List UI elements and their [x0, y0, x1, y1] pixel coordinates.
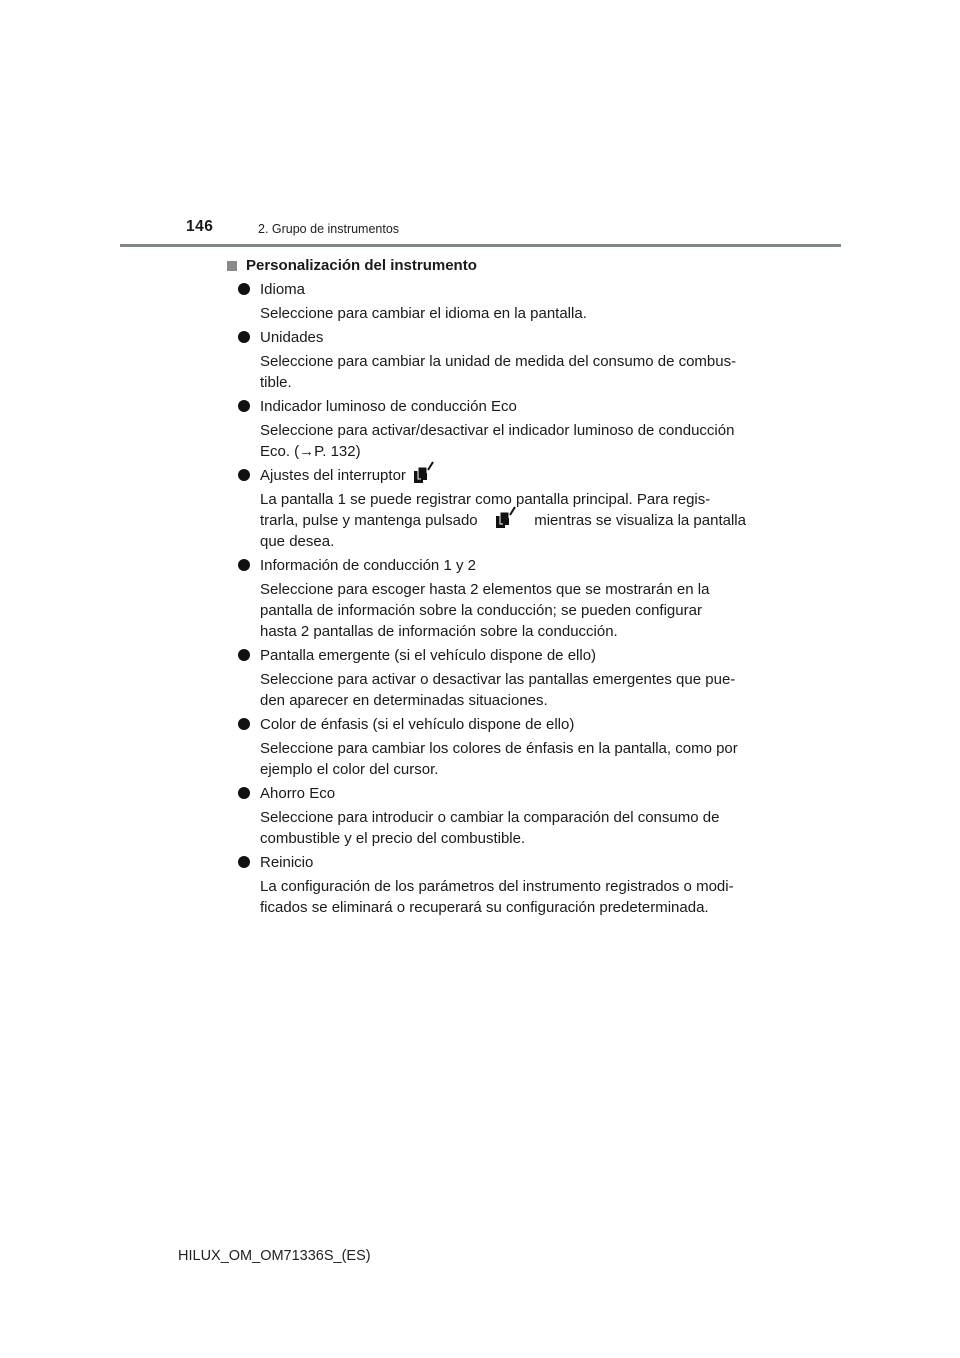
list-item-title	[224, 396, 746, 417]
item-title-text: Indicador luminoso de conducción Eco	[260, 398, 517, 415]
item-title-text: Ajustes del interruptor	[260, 467, 406, 484]
bullet-icon	[238, 718, 250, 730]
description-line: Seleccione para introducir o cambiar la comparación del consumo de	[260, 809, 720, 826]
list-item-reinicio	[224, 852, 746, 918]
description-line: Eco. (→P. 132)	[260, 443, 361, 460]
item-description	[224, 738, 746, 780]
list-item-idioma	[224, 279, 746, 324]
description-line	[260, 510, 746, 531]
list-item-title	[224, 783, 746, 804]
description-line: pantalla de información sobre la conducción; se pueden configurar	[260, 602, 702, 619]
list-item-color-enfasis	[224, 714, 746, 780]
item-description	[224, 420, 746, 462]
list-item-title	[224, 852, 746, 873]
description-line: Seleccione para activar/desactivar el indicador luminoso de conducción	[260, 422, 735, 439]
item-description	[224, 876, 746, 918]
list-item-title	[224, 465, 746, 486]
description-line: La pantalla 1 se puede registrar como pantalla principal. Para regis-	[260, 491, 711, 508]
description-fragment: trarla, pulse y mantenga pulsado	[260, 512, 478, 529]
bullet-icon	[238, 559, 250, 571]
bullet-icon	[238, 787, 250, 799]
bullet-icon	[238, 331, 250, 343]
item-title-text: Información de conducción 1 y 2	[260, 557, 476, 574]
item-title-text: Unidades	[260, 329, 324, 346]
bullet-icon	[238, 469, 250, 481]
description-line: Seleccione para activar o desactivar las pantallas emergentes que pue-	[260, 671, 736, 688]
display-switch-icon	[412, 461, 436, 485]
list-item-indicador-eco	[224, 396, 746, 462]
square-marker-icon	[227, 261, 237, 271]
list-item-title	[224, 279, 746, 300]
description-fragment: mientras se visualiza la pantalla	[534, 512, 746, 529]
list-item-ajustes-interruptor	[224, 465, 746, 552]
description-line: Seleccione para cambiar los colores de énfasis en la pantalla, como por	[260, 740, 738, 757]
list-item-ahorro-eco	[224, 783, 746, 849]
document-code: HILUX_OM_OM71336S_(ES)	[178, 1248, 371, 1264]
description-line: combustible y el precio del combustible.	[260, 830, 526, 847]
page-number: 146	[186, 218, 214, 235]
chapter-title: 2. Grupo de instrumentos	[258, 222, 400, 236]
bullet-icon	[238, 400, 250, 412]
description-line: hasta 2 pantallas de información sobre la conducción.	[260, 623, 618, 640]
item-title-text: Ahorro Eco	[260, 785, 336, 802]
item-description	[224, 351, 746, 393]
item-description	[224, 669, 746, 711]
list-item-pantalla-emergente	[224, 645, 746, 711]
section-heading	[224, 255, 746, 276]
item-description	[224, 489, 746, 552]
item-description	[224, 807, 746, 849]
section-heading-text: Personalización del instrumento	[246, 257, 477, 274]
list-item-title	[224, 555, 746, 576]
list-item-unidades	[224, 327, 746, 393]
item-title-text: Reinicio	[260, 854, 314, 871]
list-item-title	[224, 327, 746, 348]
item-title-text: Idioma	[260, 281, 306, 298]
description-line: Seleccione para escoger hasta 2 elementos que se mostrarán en la	[260, 581, 710, 598]
list-item-title	[224, 645, 746, 666]
item-title-text: Pantalla emergente (si el vehículo dispone de ello)	[260, 647, 597, 664]
item-title-text: Color de énfasis (si el vehículo dispone de ello)	[260, 716, 575, 733]
description-line: Seleccione para cambiar el idioma en la pantalla.	[260, 305, 587, 322]
description-line: ficados se eliminará o recuperará su configuración predeterminada.	[260, 899, 709, 916]
description-line: den aparecer en determinadas situaciones.	[260, 692, 548, 709]
list-item-title	[224, 714, 746, 735]
bullet-icon	[238, 649, 250, 661]
item-description	[224, 579, 746, 642]
description-line: ejemplo el color del cursor.	[260, 761, 439, 778]
bullet-icon	[238, 856, 250, 868]
bullet-icon	[238, 283, 250, 295]
display-switch-icon	[494, 506, 518, 530]
header-rule	[120, 244, 841, 247]
main-content	[224, 255, 746, 918]
description-line: Seleccione para cambiar la unidad de medida del consumo de combus-	[260, 353, 737, 370]
description-line: que desea.	[260, 533, 335, 550]
description-line: tible.	[260, 374, 292, 391]
item-description	[224, 303, 746, 324]
list-item-informacion-conduccion	[224, 555, 746, 642]
description-line: La configuración de los parámetros del instrumento registrados o modi-	[260, 878, 734, 895]
